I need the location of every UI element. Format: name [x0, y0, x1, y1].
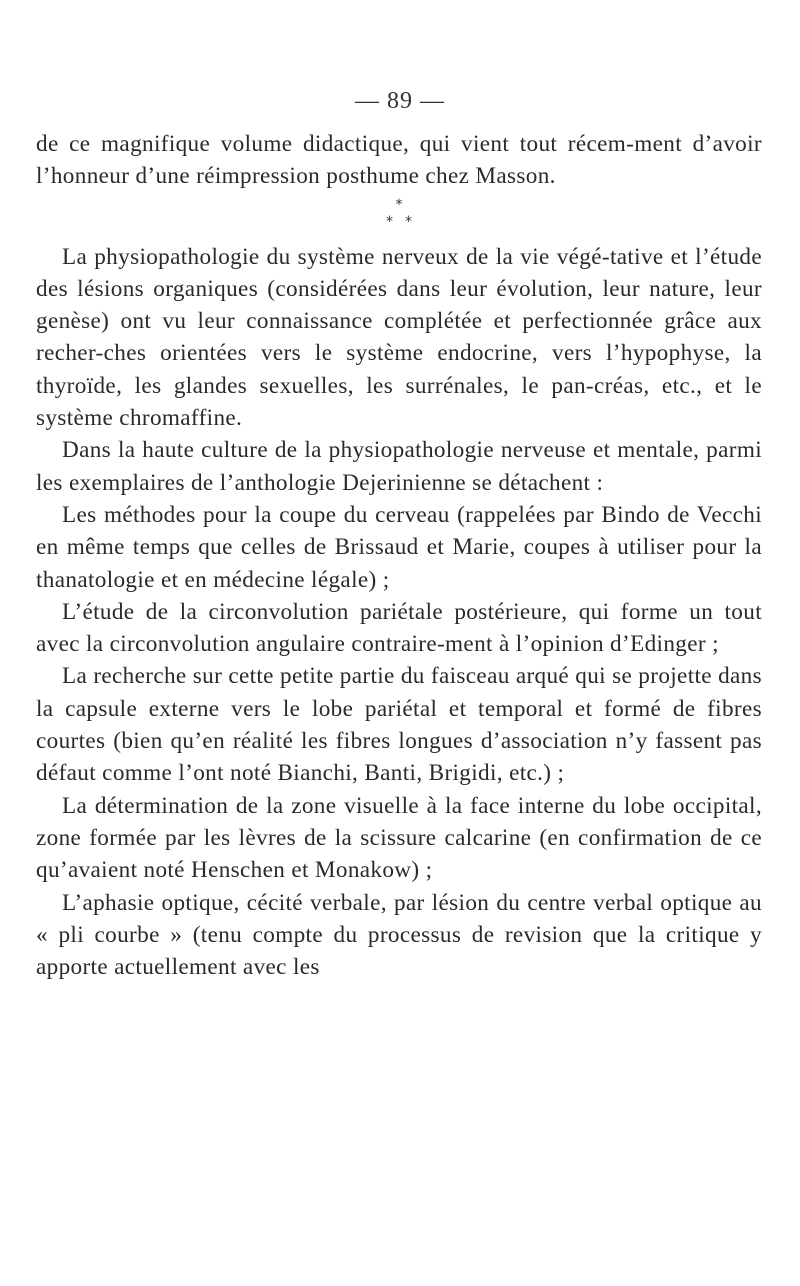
- page-body: [36, 70, 762, 983]
- paragraph-visual-zone: La détermination de la zone visuelle à la face interne du lobe occipital, zone formée par les lèvres de la scissure calcarine (en confirmation de ce qu’avaient noté Henschen et Monakow) ;: [36, 792, 762, 884]
- paragraph-continuation: de ce magnifique volume didactique, qui vient tout récem-ment d’avoir l’honneur d’une réimpression posthume chez Masson.: [36, 131, 762, 190]
- page-number: — 89 —: [355, 88, 445, 114]
- section-separator: [36, 193, 762, 241]
- paragraph-vegetative-nervous-system: La physiopathologie du système nerveux de la vie végé-tative et l’étude des lésions organiques (considérées dans leur évolution, leur nature, leur genèse) ont vu leur connaissance complétée et perfectionnée grâce aux recher-ches orientées vers le système endocrine, vers l’hypophyse, la thyroïde, les glandes sexuelles, les surrénales, le pan-créas, etc., et le système chromaffine.: [36, 243, 762, 432]
- paragraph-dejerinian-anthology: Dans la haute culture de la physiopathologie nerveuse et mentale, parmi les exemplaires de l’anthologie Dejerinienne se détachent :: [36, 437, 762, 496]
- paragraph-arcuate-fasciculus: La recherche sur cette petite partie du faisceau arqué qui se projette dans la capsule externe vers le lobe pariétal et temporal et formé de fibres courtes (bien qu’en réalité les fibres longues d’association n’y fassent pas défaut comme l’ont noté Bianchi, Banti, Brigidi, etc.) ;: [36, 663, 762, 787]
- paragraph-optic-aphasia: L’aphasie optique, cécité verbale, par lésion du centre verbal optique au « pli courbe » (tenu compte du processus de revision que la critique y apporte actuellement avec les: [36, 889, 762, 981]
- paragraph-parietal-convolution: L’étude de la circonvolution pariétale postérieure, qui forme un tout avec la circonvolution angulaire contraire-ment à l’opinion d’Edinger ;: [36, 598, 762, 658]
- asterism-top: *: [395, 196, 403, 213]
- paragraph-brain-section-methods: Les méthodes pour la coupe du cerveau (rappelées par Bindo de Vecchi en même temps que celles de Brissaud et Marie, coupes à utiliser pour la thanatologie et en médecine légale) ;: [36, 501, 762, 593]
- asterism-bottom: **: [386, 213, 424, 230]
